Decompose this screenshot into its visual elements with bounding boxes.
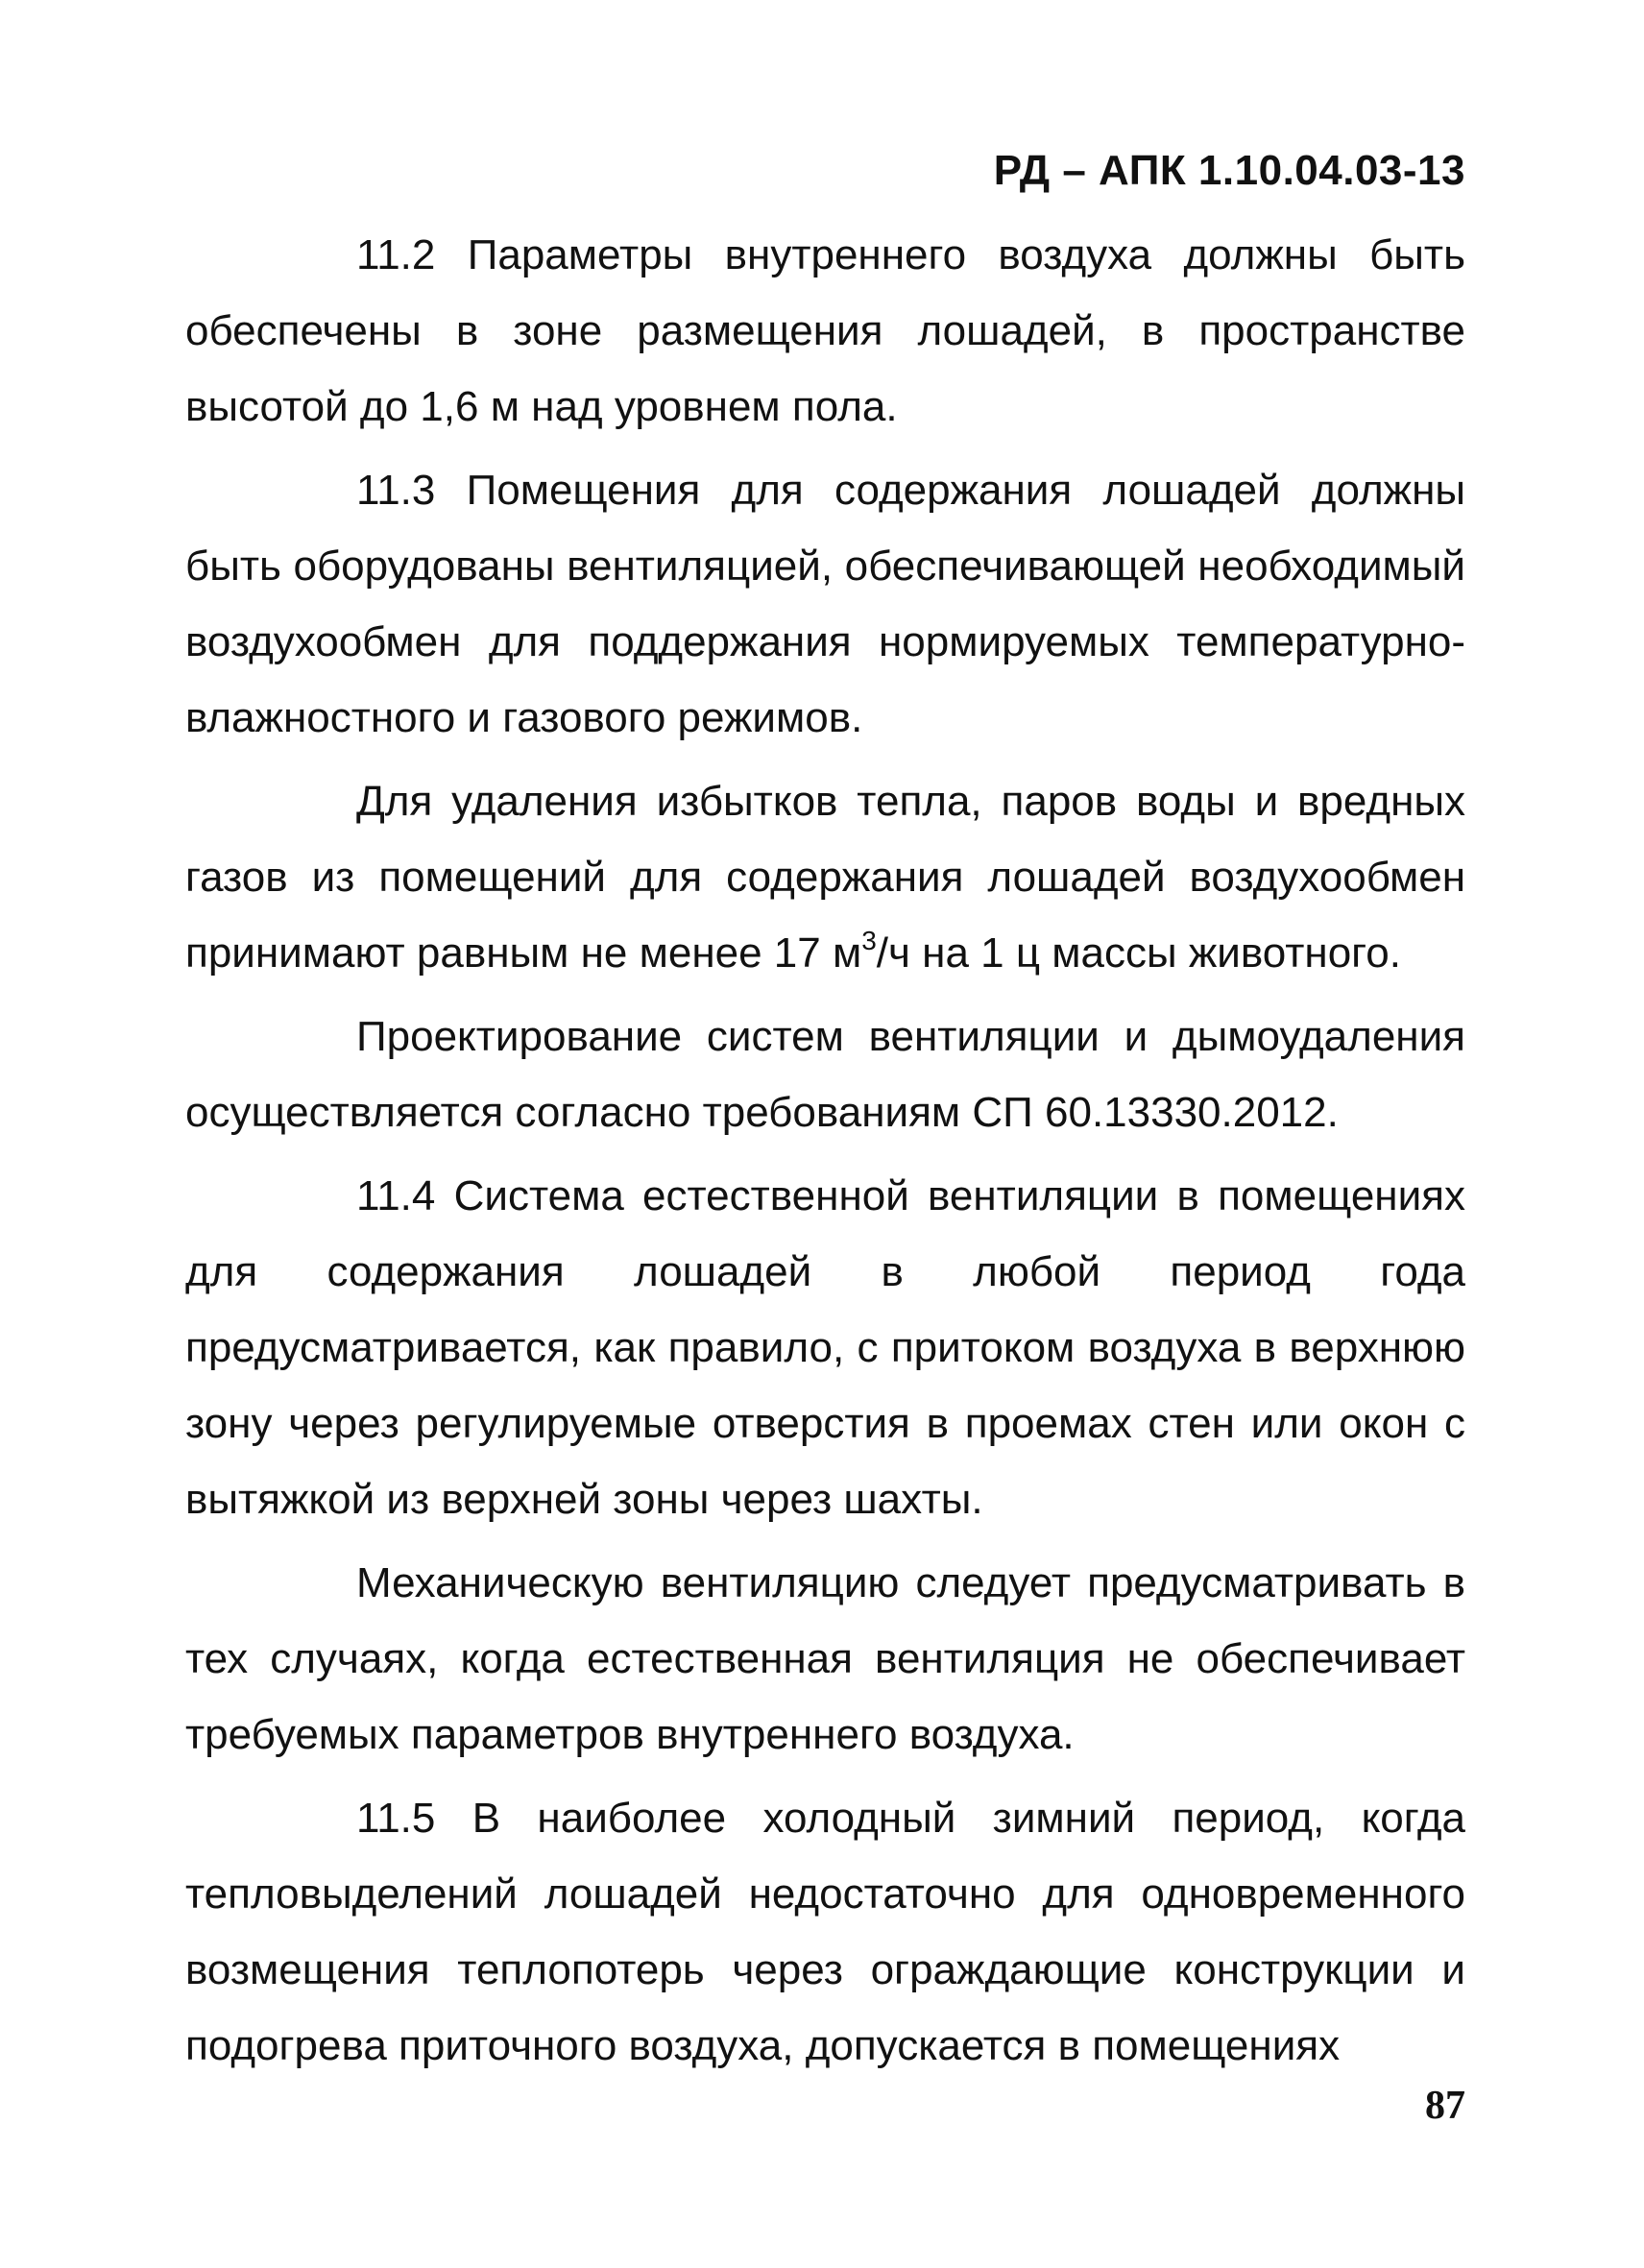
paragraph-11-3: 11.3 Помещения для содержания лошадей должны быть оборудованы вентиляцией, обеспечивающей необходимый воздухообмен для поддержания нормируемых температурно-влажностного и газового режимов. — [185, 467, 1465, 741]
body-text — [185, 217, 1465, 2084]
cubic-superscript: 3 — [861, 926, 877, 955]
air-exchange-text-end: /ч на 1 ц массы животного. — [876, 929, 1401, 977]
paragraph-11-2: 11.2 Параметры внутреннего воздуха должны быть обеспечены в зоне размещения лошадей, в пространстве высотой до 1,6 м над уровнем пола. — [185, 231, 1465, 430]
air-exchange-text: Для удаления избытков тепла, паров воды и вредных газов из помещений для содержания лошадей воздухообмен принимают равным не менее 17 м — [185, 778, 1465, 977]
paragraph-ventilation-design: Проектирование систем вентиляции и дымоудаления осуществляется согласно требованиям СП 60.13330.2012. — [185, 1013, 1465, 1136]
paragraph-11-5: 11.5 В наиболее холодный зимний период, когда тепловыделений лошадей недостаточно для одновременного возмещения теплопотерь через ограждающие конструкции и подогрева приточного воздуха, допускается в помещениях — [185, 1795, 1465, 2069]
paragraph-air-exchange — [185, 763, 1465, 991]
document-code: РД – АПК 1.10.04.03-13 — [993, 147, 1465, 194]
page-number: 87 — [1425, 2084, 1465, 2128]
document-page — [185, 0, 1465, 2268]
paragraph-11-4: 11.4 Система естественной вентиляции в помещениях для содержания лошадей в любой период года предусматривается, как правило, с притоком воздуха в верхнюю зону через регулируемые отверстия в проемах стен или окон с вытяжкой из верхней зоны через шахты. — [185, 1172, 1465, 1523]
paragraph-mechanical-ventilation: Механическую вентиляцию следует предусматривать в тех случаях, когда естественная вентиляция не обеспечивает требуемых параметров внутреннего воздуха. — [185, 1559, 1465, 1758]
